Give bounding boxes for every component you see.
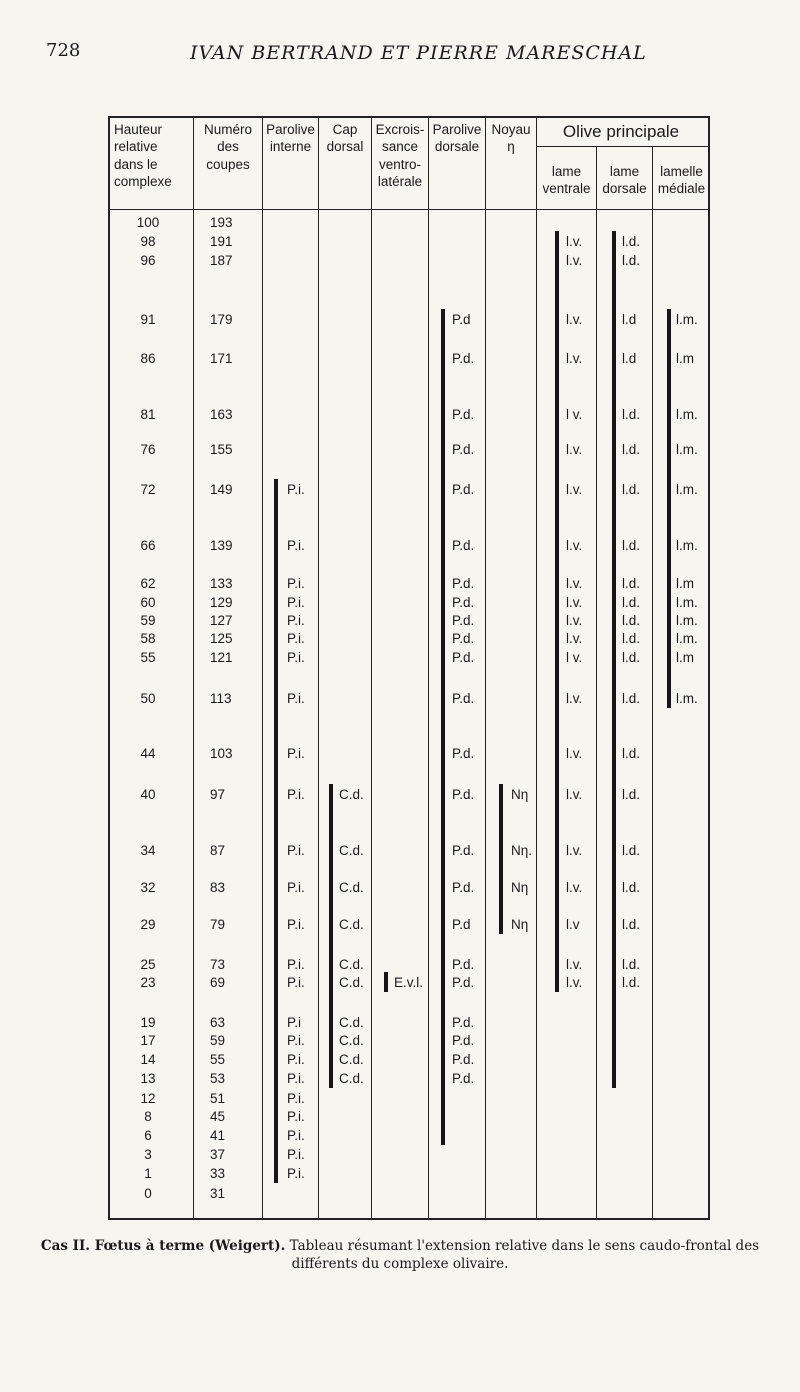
extension-bar-pi [274,479,278,1183]
cell-n: 127 [210,613,233,628]
cell-lv: l.v. [566,253,583,268]
column-divider [318,116,319,1220]
header-line: dorsal [326,139,364,155]
cell-ld: l.d. [622,442,641,457]
cell-h: 96 [140,253,156,268]
cell-pd: P.d. [452,613,475,628]
cell-h: 6 [144,1128,152,1143]
cell-n: 73 [210,957,226,972]
header-line: dans le [114,156,158,172]
cell-pi: P.i. [287,787,305,802]
cell-cd: C.d. [339,917,364,932]
cell-lm: l.m. [676,482,698,497]
cell-pi: P.i [287,1015,302,1030]
header-divider [108,209,710,210]
cell-ld: l.d. [622,631,641,646]
cell-pi: P.i. [287,1033,305,1048]
cell-ld: l.d. [622,538,641,553]
cell-lm: l.m. [676,595,698,610]
header-line: Numéro [203,122,252,137]
cell-lv: l.v. [566,595,583,610]
header-line: des [217,139,239,155]
header-cap-dorsal [319,121,371,156]
header-line: ventro- [378,156,422,172]
cell-ev: E.v.l. [394,975,424,990]
cell-n: 83 [210,880,226,895]
cell-n: 103 [210,746,233,761]
cell-n: 51 [210,1091,226,1106]
cell-h: 25 [140,957,156,972]
cell-n: 125 [210,631,233,646]
cell-n: 149 [210,482,233,497]
cell-pi: P.i. [287,1052,305,1067]
cell-pi: P.i. [287,1091,305,1106]
cell-h: 50 [140,691,156,706]
cell-lm: l.m. [676,691,698,706]
header-line: complexe [114,173,172,189]
header-line: Parolive [266,122,315,137]
cell-pi: P.i. [287,746,305,761]
column-divider [596,146,597,1220]
cell-pi: P.i. [287,843,305,858]
cell-pd: P.d. [452,746,475,761]
cell-lv: l.v. [566,691,583,706]
header-olive-principale: Olive principale [562,122,680,141]
cell-ld: l.d. [622,917,641,932]
extension-bar-ld [612,231,616,1088]
cell-lv: l.v. [566,975,583,990]
cell-pi: P.i. [287,1147,305,1162]
cell-pi: P.i. [287,1128,305,1143]
cell-lv: l v. [566,650,583,665]
cell-lv: l.v. [566,482,583,497]
cell-pd: P.d [452,312,471,327]
cell-pd: P.d. [452,650,475,665]
cell-n: 97 [210,787,226,802]
column-divider [371,116,372,1220]
cell-h: 12 [140,1091,156,1106]
cell-h: 29 [140,917,156,932]
cell-h: 23 [140,975,156,990]
cell-h: 17 [140,1033,156,1048]
cell-h: 55 [140,650,156,665]
header-line: interne [269,139,312,155]
column-divider [652,146,653,1220]
cell-lv: l.v. [566,957,583,972]
cell-n: 129 [210,595,233,610]
header-line: dorsale [602,181,647,197]
header-parolive-interne [263,121,318,156]
cell-pi: P.i. [287,880,305,895]
cell-lm: l.m. [676,442,698,457]
cell-pd: P.d. [452,975,475,990]
extension-bar-ev [384,972,388,992]
cell-lm: l.m [676,351,694,366]
cell-pi: P.i. [287,957,305,972]
cell-h: 81 [140,407,156,422]
cell-lm: l.m. [676,631,698,646]
cell-lm: l.m. [676,613,698,628]
cell-n: 163 [210,407,233,422]
caption-lead: Cas II. Fœtus à terme (Weigert). [40,1238,286,1254]
cell-n: 45 [210,1109,226,1124]
cell-cd: C.d. [339,1033,364,1048]
caption-text: Tableau résumant l'extension relative dans le sens caudo-frontal des différents du complexe olivaire. [289,1238,760,1272]
cell-lm: l.m. [676,407,698,422]
cell-n: 191 [210,234,233,249]
cell-pd: P.d. [452,787,475,802]
header-line: Excrois- [375,122,425,137]
cell-h: 13 [140,1071,156,1086]
cell-h: 1 [144,1166,152,1181]
cell-ld: l.d. [622,253,641,268]
cell-ld: l.d. [622,482,641,497]
cell-n: 31 [210,1186,226,1201]
cell-pd: P.d. [452,538,475,553]
cell-h: 32 [140,880,156,895]
cell-pi: P.i. [287,595,305,610]
header-lamelle-mediale [653,163,710,198]
cell-h: 72 [140,482,156,497]
cell-lv: l.v. [566,880,583,895]
cell-pd: P.d. [452,691,475,706]
cell-ld: l.d [622,312,637,327]
header-line: Cap [332,122,358,137]
cell-pd: P.d. [452,595,475,610]
header-line: lamelle [660,164,703,179]
cell-lv: l.v [566,917,580,932]
cell-n: 133 [210,576,233,591]
cell-h: 40 [140,787,156,802]
cell-lv: l.v. [566,746,583,761]
cell-n: 53 [210,1071,226,1086]
page-number: 728 [46,40,81,61]
header-line: dorsale [434,139,480,155]
cell-n: 79 [210,917,226,932]
extension-bar-ny [499,784,503,934]
cell-n: 55 [210,1052,226,1067]
cell-lm: l.m [676,576,694,591]
cell-pd: P.d. [452,351,475,366]
header-line: relative [114,139,158,155]
cell-cd: C.d. [339,787,364,802]
cell-lv: l.v. [566,613,583,628]
header-line: Noyau [491,122,531,137]
column-divider [536,116,537,1220]
cell-pd: P.d. [452,442,475,457]
cell-n: 139 [210,538,233,553]
cell-n: 69 [210,975,226,990]
cell-n: 37 [210,1147,226,1162]
cell-h: 59 [140,613,156,628]
cell-n: 121 [210,650,233,665]
cell-ld: l.d. [622,691,641,706]
cell-n: 171 [210,351,233,366]
cell-n: 41 [210,1128,226,1143]
cell-pi: P.i. [287,691,305,706]
extension-bar-lm [667,309,671,708]
figure-caption [30,1238,770,1273]
cell-cd: C.d. [339,1015,364,1030]
cell-ld: l.d. [622,787,641,802]
cell-ld: l.d. [622,650,641,665]
cell-lm: l.m [676,650,694,665]
cell-n: 155 [210,442,233,457]
column-divider [262,116,263,1220]
cell-ld: l.d. [622,234,641,249]
cell-n: 179 [210,312,233,327]
cell-pd: P.d. [452,631,475,646]
cell-ny: Nη [511,917,529,932]
header-excroissance [372,121,428,190]
cell-h: 44 [140,746,156,761]
column-divider [428,116,429,1220]
cell-ld: l.d [622,351,637,366]
cell-pd: P.d. [452,1071,475,1086]
table-frame [108,116,710,1220]
cell-pd: P.d. [452,576,475,591]
cell-lv: l.v. [566,576,583,591]
cell-n: 113 [210,691,232,706]
cell-h: 0 [144,1186,152,1201]
cell-pi: P.i. [287,1071,305,1086]
cell-lv: l.v. [566,843,583,858]
cell-pd: P.d [452,917,471,932]
header-line: latérale [377,173,423,189]
cell-pi: P.i. [287,650,305,665]
cell-lm: l.m. [676,538,698,553]
cell-lv: l v. [566,407,583,422]
cell-pi: P.i. [287,1109,305,1124]
cell-pi: P.i. [287,631,305,646]
cell-n: 59 [210,1033,226,1048]
cell-h: 58 [140,631,156,646]
header-noyau [486,121,536,156]
header-parolive-dorsale [429,121,485,156]
cell-h: 34 [140,843,156,858]
cell-pd: P.d. [452,1015,475,1030]
cell-pi: P.i. [287,576,305,591]
cell-h: 3 [144,1147,152,1162]
cell-h: 62 [140,576,156,591]
extension-bar-pd [441,309,445,1145]
cell-h: 66 [140,538,156,553]
cell-pd: P.d. [452,482,475,497]
cell-n: 187 [210,253,233,268]
header-line: η [507,139,515,155]
cell-ny: Nη [511,787,529,802]
header-lame-ventrale [537,163,596,198]
cell-h: 8 [144,1109,152,1124]
cell-pi: P.i. [287,538,305,553]
column-divider [193,116,194,1220]
cell-h: 91 [140,312,156,327]
cell-pd: P.d. [452,1033,475,1048]
olive-subheader-divider [536,146,710,147]
cell-pd: P.d. [452,843,475,858]
cell-pd: P.d. [452,407,475,422]
cell-lv: l.v. [566,631,583,646]
header-line: médiale [657,181,706,197]
cell-pd: P.d. [452,880,475,895]
cell-pi: P.i. [287,975,305,990]
cell-ld: l.d. [622,957,641,972]
cell-ld: l.d. [622,975,641,990]
cell-ld: l.d. [622,595,641,610]
header-line: coupes [206,156,250,172]
cell-ld: l.d. [622,880,641,895]
cell-cd: C.d. [339,880,364,895]
cell-n: 63 [210,1015,226,1030]
cell-ny: Nη. [511,843,533,858]
cell-lv: l.v. [566,351,583,366]
cell-pi: P.i. [287,482,305,497]
cell-pi: P.i. [287,613,305,628]
cell-h: 86 [140,351,156,366]
cell-h: 76 [140,442,156,457]
extension-bar-cd [329,784,333,1088]
cell-pi: P.i. [287,1166,305,1181]
cell-lv: l.v. [566,234,583,249]
cell-ld: l.d. [622,746,641,761]
cell-pi: P.i. [287,917,305,932]
header-line: Parolive [432,122,482,137]
cell-lv: l.v. [566,538,583,553]
extension-bar-lv [555,231,559,992]
cell-lv: l.v. [566,442,583,457]
cell-h: 98 [140,234,156,249]
running-head: IVAN BERTRAND ET PIERRE MARESCHAL [190,42,647,64]
header-line: sance [381,139,419,155]
header-line: Hauteur [114,122,163,137]
cell-n: 87 [210,843,226,858]
header-line: ventrale [542,181,591,197]
cell-lv: l.v. [566,787,583,802]
cell-h: 100 [136,215,160,230]
cell-cd: C.d. [339,975,364,990]
header-numero [196,121,260,173]
cell-ny: Nη [511,880,529,895]
header-line: lame [609,164,640,179]
column-divider [485,116,486,1220]
cell-cd: C.d. [339,1052,364,1067]
cell-h: 14 [140,1052,156,1067]
cell-cd: C.d. [339,957,364,972]
cell-lm: l.m. [676,312,698,327]
cell-ld: l.d. [622,843,641,858]
cell-pd: P.d. [452,957,475,972]
header-line: lame [551,164,582,179]
cell-cd: C.d. [339,1071,364,1086]
cell-lv: l.v. [566,312,583,327]
cell-ld: l.d. [622,613,641,628]
cell-h: 60 [140,595,156,610]
cell-cd: C.d. [339,843,364,858]
cell-pd: P.d. [452,1052,475,1067]
cell-ld: l.d. [622,576,641,591]
cell-h: 19 [140,1015,156,1030]
header-lame-dorsale [597,163,652,198]
cell-n: 33 [210,1166,226,1181]
header-hauteur [114,121,172,190]
cell-ld: l.d. [622,407,641,422]
cell-n: 193 [210,215,233,230]
